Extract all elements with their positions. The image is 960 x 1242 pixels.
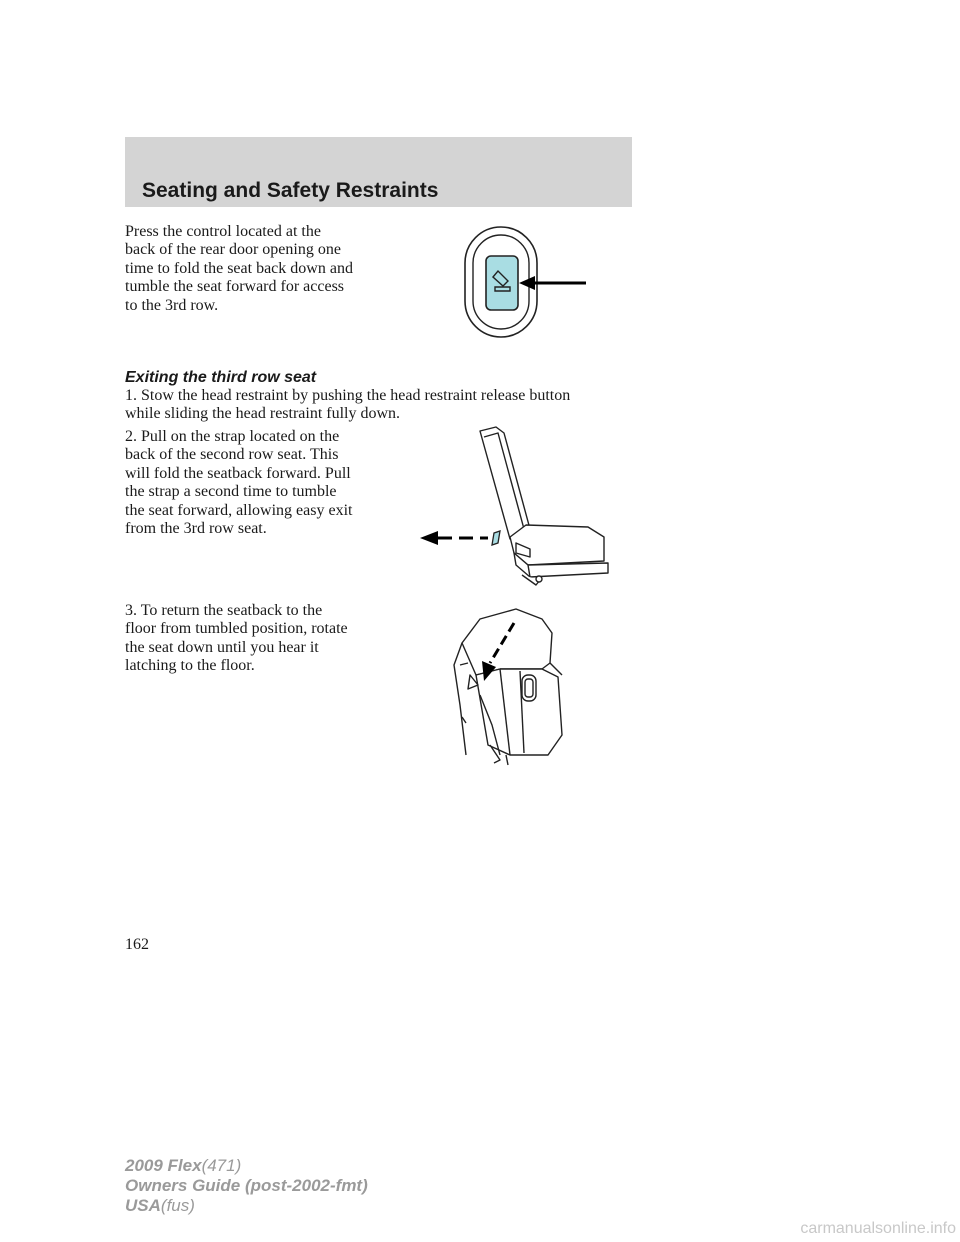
paragraph-step-3: 3. To return the seatback to the floor from tumbled position, rotate the seat down until you hear it latching to the floor. [125,602,348,675]
footer-model-line: 2009 Flex(471) [125,1156,242,1175]
paragraph-step-2: 2. Pull on the strap located on the back of the second row seat. This will fold the seatback forward. Pull the strap a second time to tumble the seat forward, allowing easy exit from the 3rd row seat. [125,428,353,538]
watermark: carmanualsonline.info [800,1220,956,1237]
document-footer [125,1156,368,1216]
section-header-bar [125,137,632,207]
footer-market-line: USA(fus) [125,1196,195,1215]
section-title: Seating and Safety Restraints [142,179,439,202]
page-number: 162 [125,936,149,953]
section-heading: Exiting the third row seat [125,369,317,386]
second-row-seat-figure [418,425,618,590]
strap-icon [492,531,500,545]
tumbled-seat-figure [440,605,575,767]
seat-control-button-figure [455,225,595,340]
footer-guide-line: Owners Guide (post-2002-fmt) [125,1176,368,1195]
paragraph-step-1: 1. Stow the head restraint by pushing the head restraint release button while sliding the head restraint fully down. [125,387,571,423]
paragraph-control: Press the control located at the back of the rear door opening one time to fold the seat back down and tumble the seat forward for access to the 3rd row. [125,223,353,314]
